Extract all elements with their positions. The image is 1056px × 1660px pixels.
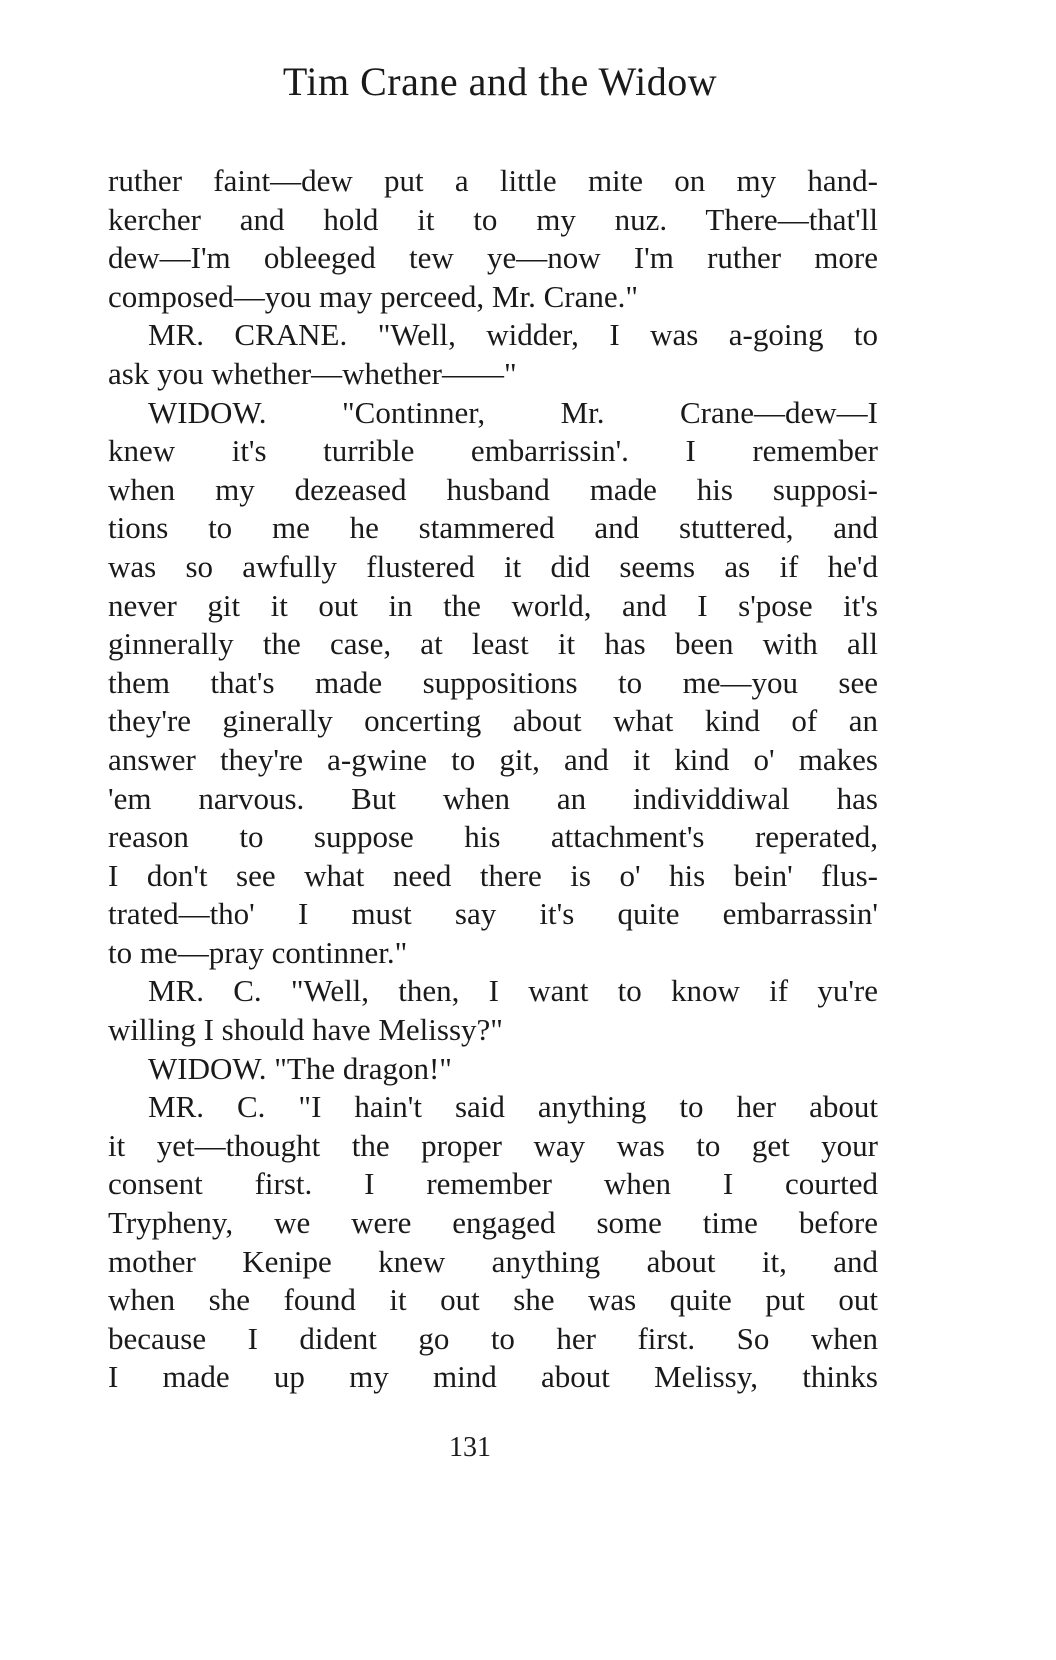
text-line: trated—tho' I must say it's quite embarrassin'	[108, 896, 878, 932]
body-text	[108, 162, 878, 1397]
text-line: WIDOW. "Continner, Mr. Crane—dew—I	[148, 394, 878, 430]
text-line: ginnerally the case, at least it has been with all	[108, 626, 878, 662]
text-line: ask you whether—whether——"	[108, 355, 517, 391]
text-line: Trypheny, we were engaged some time before	[108, 1205, 878, 1241]
text-line: mother Kenipe knew anything about it, and	[108, 1243, 878, 1279]
text-line: it yet—thought the proper way was to get your	[108, 1127, 878, 1163]
text-line: reason to suppose his attachment's reperated,	[108, 819, 878, 855]
text-line: consent first. I remember when I courted	[108, 1166, 878, 1202]
text-line: when she found it out she was quite put out	[108, 1282, 878, 1318]
text-line: because I dident go to her first. So when	[108, 1320, 878, 1356]
text-line: when my dezeased husband made his supposi-	[108, 471, 878, 507]
text-line: answer they're a-gwine to git, and it kind o' makes	[108, 741, 878, 777]
text-line: to me—pray continner."	[108, 934, 408, 970]
text-line: MR. CRANE. "Well, widder, I was a-going to	[148, 317, 878, 353]
text-line: was so awfully flustered it did seems as if he'd	[108, 548, 878, 584]
text-line: I made up my mind about Melissy, thinks	[108, 1359, 878, 1395]
text-line: composed—you may perceed, Mr. Crane."	[108, 278, 639, 314]
text-line: ruther faint—dew put a little mite on my hand-	[108, 163, 878, 198]
text-line: never git it out in the world, and I s'pose it's	[108, 587, 878, 623]
text-line: they're ginerally oncerting about what kind of an	[108, 703, 878, 739]
page-number: 131	[449, 1432, 491, 1463]
running-head: Tim Crane and the Widow	[282, 59, 718, 104]
text-line: MR. C. "I hain't said anything to her about	[148, 1089, 878, 1125]
text-line: WIDOW. "The dragon!"	[148, 1050, 452, 1086]
text-line: 'em narvous. But when an individdiwal has	[108, 780, 878, 816]
text-line: I don't see what need there is o' his bein' flus-	[108, 857, 878, 893]
text-line: knew it's turrible embarrissin'. I remember	[108, 433, 878, 469]
text-line: kercher and hold it to my nuz. There—that'll	[108, 201, 878, 237]
text-line: willing I should have Melissy?"	[108, 1012, 503, 1048]
text-line: tions to me he stammered and stuttered, and	[108, 510, 878, 546]
text-line: them that's made suppositions to me—you see	[108, 664, 878, 700]
text-line: dew—I'm obleeged tew ye—now I'm ruther more	[108, 240, 878, 276]
text-line: MR. C. "Well, then, I want to know if yu're	[148, 973, 878, 1009]
